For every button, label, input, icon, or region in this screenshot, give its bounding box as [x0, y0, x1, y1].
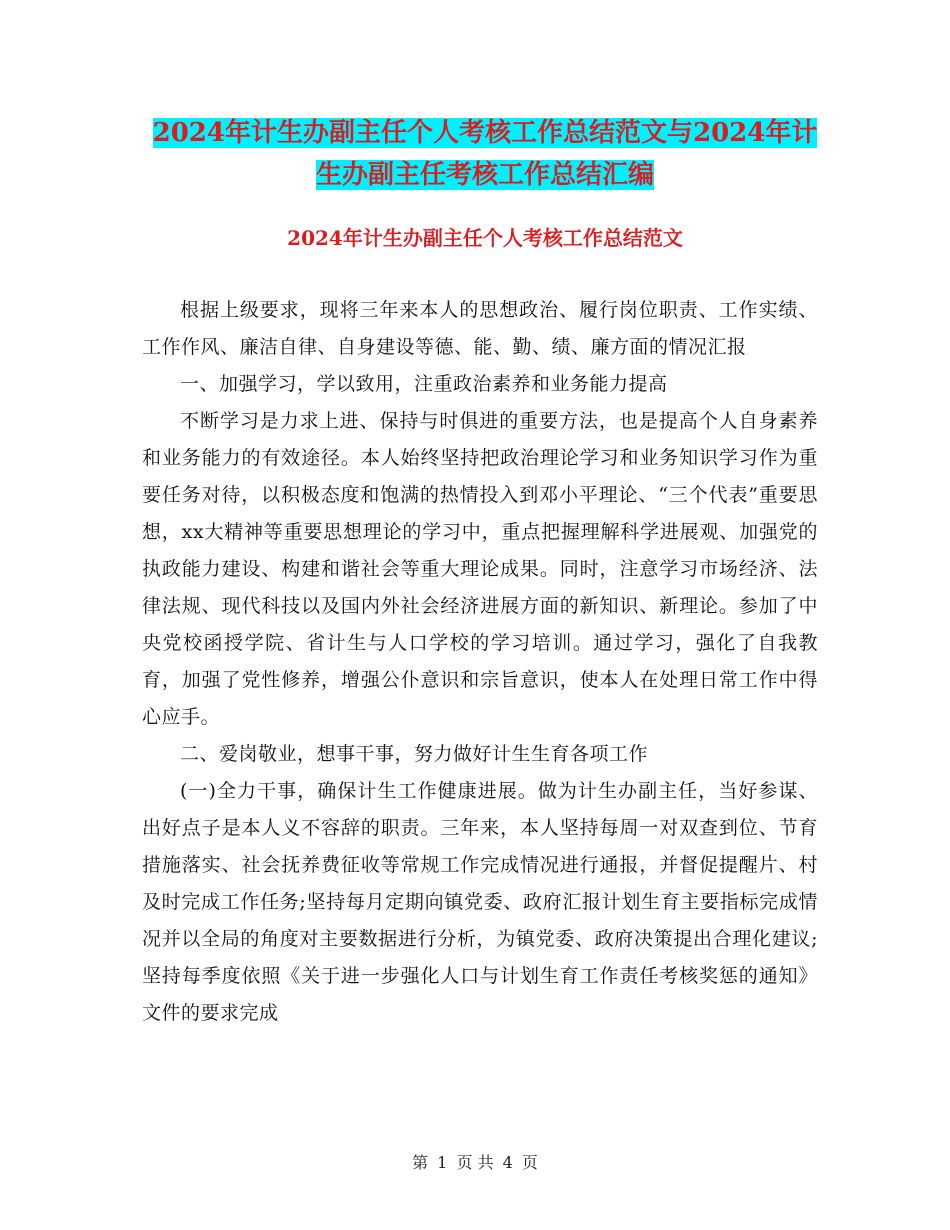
- document-title-text: 2024年计生办副主任个人考核工作总结范文与2024年计生办副主任考核工作总结汇编: [152, 118, 818, 190]
- page-footer: [0, 1151, 950, 1175]
- footer-prefix: 第: [412, 1153, 429, 1172]
- paragraph-intro: 根据上级要求，现将三年来本人的思想政治、履行岗位职责、工作实绩、工作作风、廉洁自律、自身建设等德、能、勤、绩、廉方面的情况汇报: [142, 299, 818, 358]
- footer-mid: 页 共: [456, 1153, 494, 1172]
- paragraph-heading-2: 二、爱岗敬业，想事干事，努力做好计生生育各项工作: [180, 743, 649, 765]
- paragraph-study: 不断学习是力求上进、保持与时俱进的重要方法，也是提高个人自身素养和业务能力的有效途径。本人始终坚持把政治理论学习和业务知识学习作为重要任务对待，以积极态度和饱满的热情投入到邓小平理论、“三个代表”重要思想，xx大精神等重要思想理论的学习中，重点把握理解科学进展观、加强党的执政能力建设、构建和谐社会等重大理论成果。同时，注意学习市场经济、法律法规、现代科技以及国内外社会经济进展方面的新知识、新理论。参加了中央党校函授学院、省计生与人口学校的学习培训。通过学习，强化了自我教育，加强了党性修养，增强公仆意识和宗旨意识，使本人在处理日常工作中得心应手。: [142, 410, 818, 728]
- document-body: [142, 292, 818, 1032]
- paragraph-heading-1: 一、加强学习，学以致用，注重政治素养和业务能力提高: [180, 373, 668, 395]
- paragraph-work: (一)全力干事，确保计生工作健康进展。做为计生办副主任，当好参谋、出好点子是本人义不容辞的职责。三年来，本人坚持每周一对双查到位、节育措施落实、社会抚养费征收等常规工作完成情况进行通报，并督促提醒片、村及时完成工作任务;坚持每月定期向镇党委、政府汇报计划生育主要指标完成情况并以全局的角度对主要数据进行分析，为镇党委、政府决策提出合理化建议;坚持每季度依照《关于进一步强化人口与计划生育工作责任考核奖惩的通知》文件的要求完成: [142, 780, 818, 1024]
- document-title: [140, 112, 830, 196]
- footer-suffix: 页: [521, 1153, 538, 1172]
- section-subtitle: 2024年计生办副主任个人考核工作总结范文: [287, 226, 683, 250]
- footer-page-number: 1: [437, 1153, 448, 1172]
- footer-page-total: 4: [502, 1153, 513, 1172]
